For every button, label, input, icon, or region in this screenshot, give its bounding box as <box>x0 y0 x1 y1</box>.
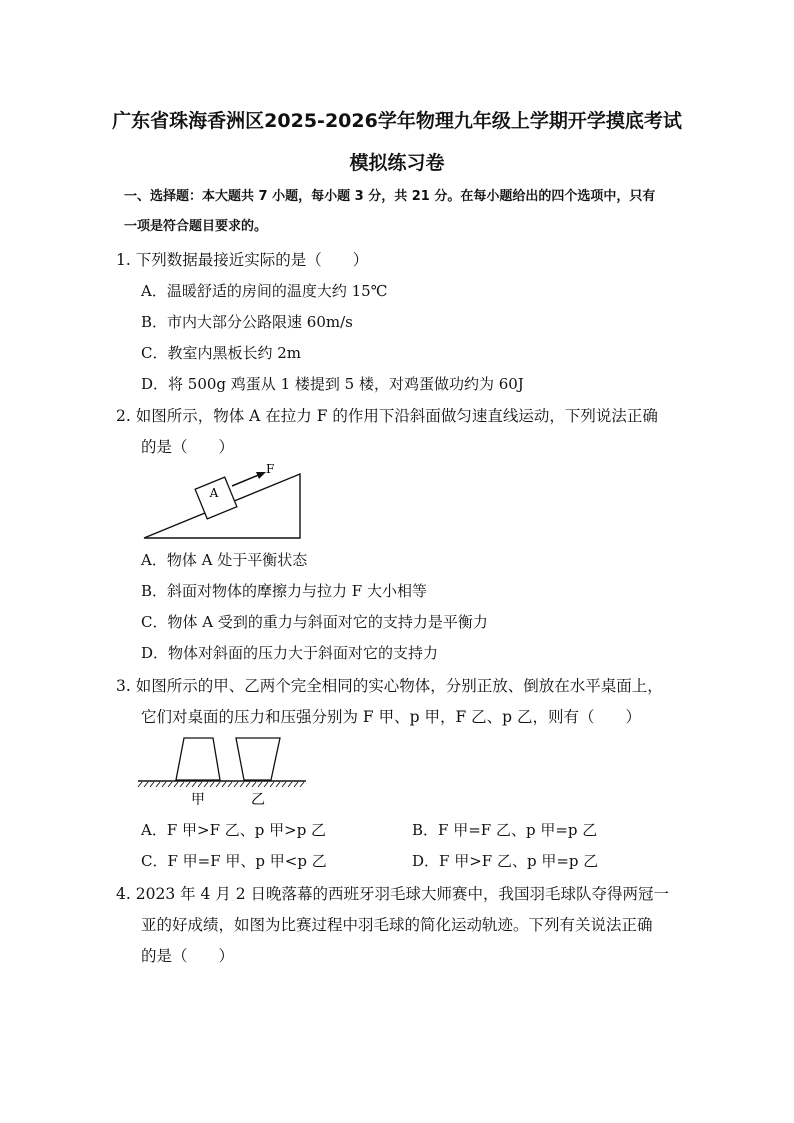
question-number: 1. <box>116 251 131 269</box>
question-3-option-b[interactable]: B．F 甲=F 乙、p 甲=p 乙 <box>412 821 598 839</box>
question-2-option-a[interactable]: A．物体 A 处于平衡状态 <box>141 551 308 569</box>
section-heading-line2: 一项是符合题目要求的。 <box>124 219 268 234</box>
force-label: F <box>266 462 275 476</box>
question-3-option-c[interactable]: C．F 甲=F 甲、p 甲<p 乙 <box>141 852 327 870</box>
question-2-option-d[interactable]: D．物体对斜面的压力大于斜面对它的支持力 <box>141 644 439 662</box>
question-3-stem-line1 <box>116 674 663 696</box>
question-3-option-a[interactable]: A．F 甲>F 乙、p 甲>p 乙 <box>141 821 327 839</box>
question-text: 如图所示的甲、乙两个完全相同的实心物体，分别正放、倒放在水平桌面上， <box>135 677 663 695</box>
force-arrow-head <box>256 472 266 479</box>
question-3-stem-line2: 它们对桌面的压力和压强分别为 F 甲、p 甲，F 乙、p 乙，则有（ ） <box>141 708 641 726</box>
question-2-option-b[interactable]: B．斜面对物体的摩擦力与拉力 F 大小相等 <box>141 582 427 600</box>
question-2-stem-line2: 的是（ ） <box>141 438 235 456</box>
question-2-stem-line1 <box>116 404 658 426</box>
question-4-stem-line1 <box>116 882 669 904</box>
question-4-stem-line3: 的是（ ） <box>141 947 235 965</box>
frustum-upright <box>176 738 220 780</box>
section-heading-line1: 一、选择题：本大题共 7 小题，每小题 3 分，共 21 分。在每小题给出的四个选项中，只有 <box>124 189 656 204</box>
page-title-line1: 广东省珠海香洲区2025-2026学年物理九年级上学期开学摸底考试 <box>112 110 682 132</box>
label-yi: 乙 <box>251 792 265 808</box>
question-text: 下列数据最接近实际的是（ ） <box>135 251 369 269</box>
tabletop-hatching <box>138 782 304 787</box>
question-1-option-b[interactable]: B．市内大部分公路限速 60m/s <box>141 313 353 331</box>
label-jia: 甲 <box>191 792 205 808</box>
question-number: 2. <box>116 407 131 425</box>
question-3-option-d[interactable]: D．F 甲>F 乙、p 甲=p 乙 <box>412 852 599 870</box>
question-2-option-c[interactable]: C．物体 A 受到的重力与斜面对它的支持力是平衡力 <box>141 613 488 631</box>
question-1-option-d[interactable]: D．将 500g 鸡蛋从 1 楼提到 5 楼，对鸡蛋做功约为 60J <box>141 375 524 393</box>
force-arrow <box>232 474 261 486</box>
frustum-inverted <box>236 738 280 780</box>
page-title-line2: 模拟练习卷 <box>349 152 445 174</box>
block-a-label: A <box>209 486 219 500</box>
question-text: 2023 年 4 月 2 日晚落幕的西班牙羽毛球大师赛中，我国羽毛球队夺得两冠一 <box>135 885 670 903</box>
question-1-option-a[interactable]: A．温暖舒适的房间的温度大约 15℃ <box>141 282 388 300</box>
question-number: 4. <box>116 885 131 903</box>
question-4-stem-line2: 亚的好成绩，如图为比赛过程中羽毛球的简化运动轨迹。下列有关说法正确 <box>141 916 653 934</box>
question-1-option-c[interactable]: C．教室内黑板长约 2m <box>141 344 302 362</box>
question-text: 如图所示，物体 A 在拉力 F 的作用下沿斜面做匀速直线运动，下列说法正确 <box>135 407 658 425</box>
incline-figure <box>140 462 310 542</box>
frustum-figure <box>136 734 316 814</box>
question-number: 3. <box>116 677 131 695</box>
question-1-stem <box>116 248 368 270</box>
